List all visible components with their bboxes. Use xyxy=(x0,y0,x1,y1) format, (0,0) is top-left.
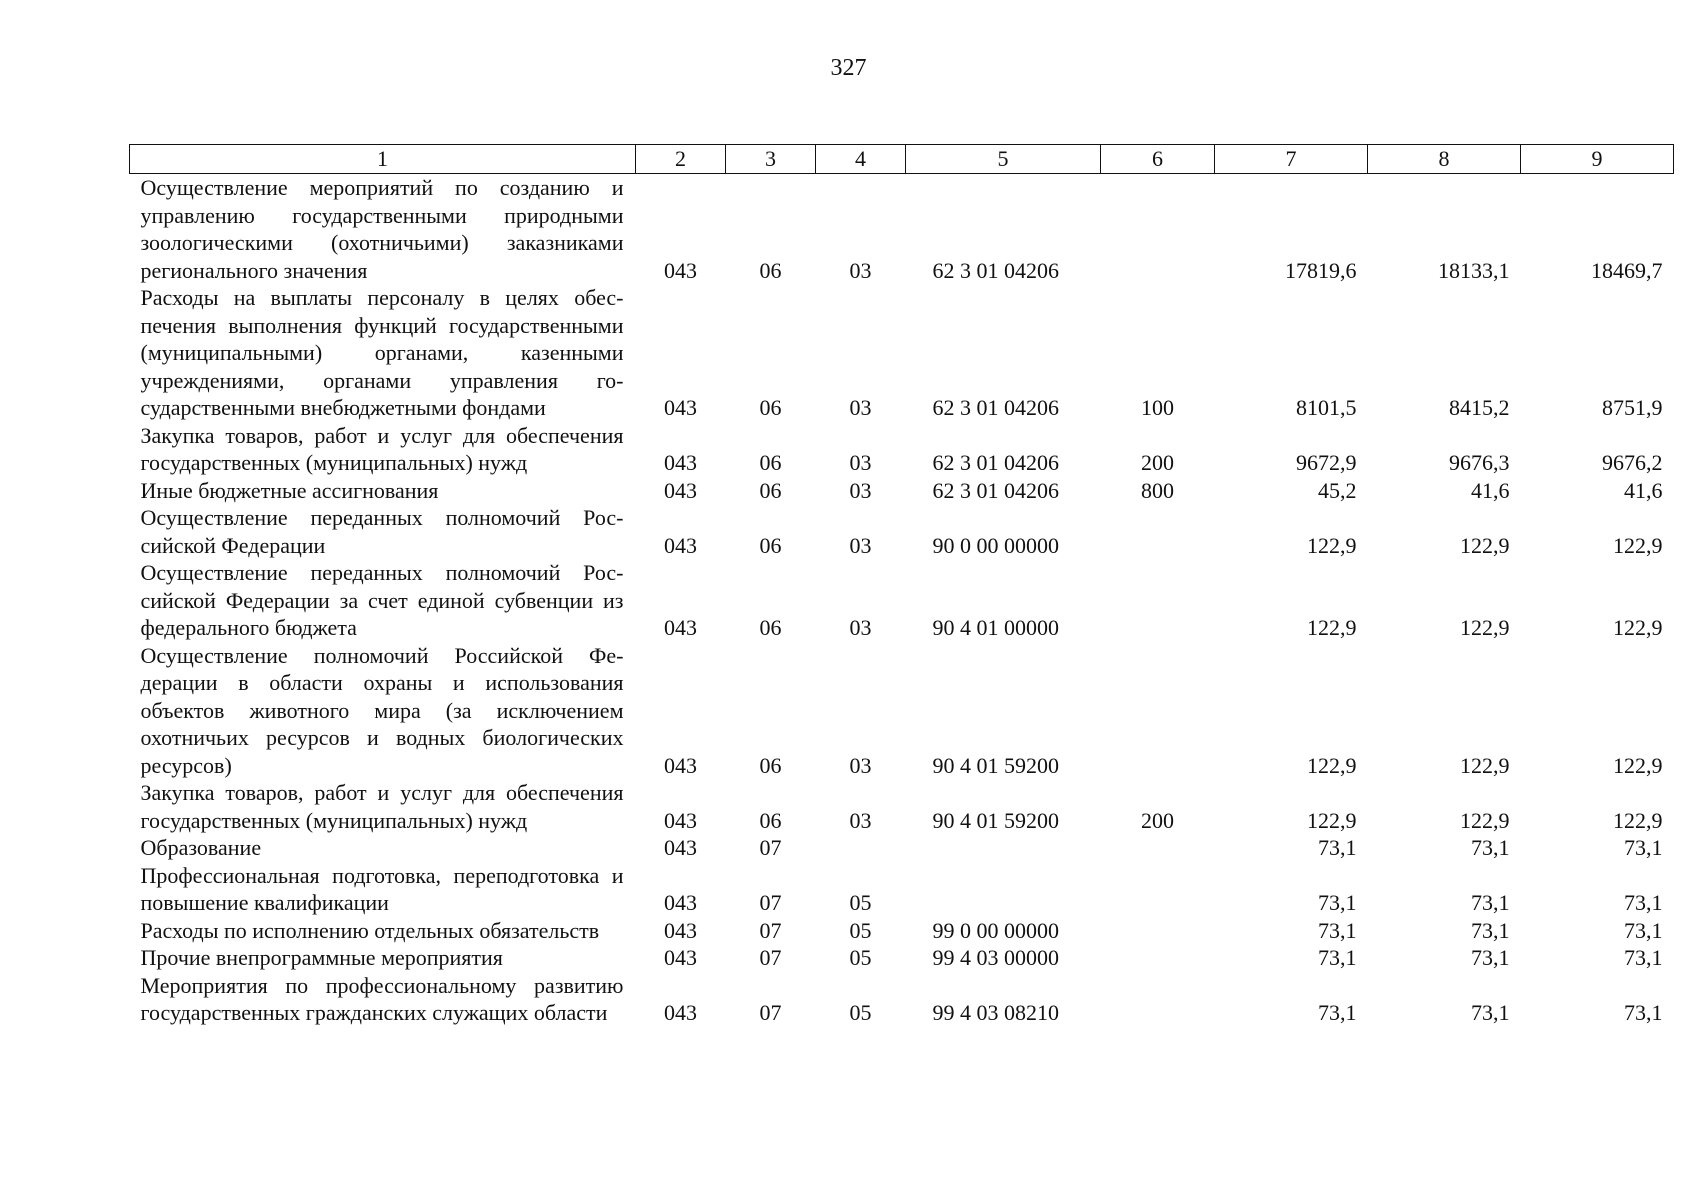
row-target-article xyxy=(906,834,1101,862)
row-amount-col7: 73,1 xyxy=(1318,945,1357,970)
row-expense-type xyxy=(1101,834,1215,862)
row-expense-type xyxy=(1101,944,1215,972)
row-amount-col8: 73,1 xyxy=(1471,945,1510,970)
row-target-article: 62 3 01 04206 xyxy=(932,450,1059,475)
row-amount-col8: 73,1 xyxy=(1471,917,1510,943)
row-ministry-code: 043 xyxy=(664,257,697,283)
row-subsection-code: 03 xyxy=(849,807,872,833)
row-amount-col9: 122,9 xyxy=(1613,752,1663,778)
row-section-code: 06 xyxy=(759,807,782,833)
row-amount-col7: 122,9 xyxy=(1307,615,1357,640)
row-amount-col9: 41,6 xyxy=(1624,477,1663,503)
row-amount-col7: 73,1 xyxy=(1318,890,1357,915)
row-amount-col8: 8415,2 xyxy=(1449,395,1510,420)
table-row xyxy=(130,559,1674,642)
row-name: Осуществление полномочий Российской Федерации в области охраны и использования объектов животного мира (за исключением охотничьих ресурсов и водных биологических ресурсов) xyxy=(140,642,624,778)
row-subsection-code: 03 xyxy=(849,752,872,778)
row-ministry-code: 043 xyxy=(664,615,697,640)
row-ministry-code: 043 xyxy=(664,532,697,558)
row-subsection-code: 03 xyxy=(849,257,872,283)
row-ministry-code: 043 xyxy=(664,835,697,860)
row-expense-type xyxy=(1101,504,1215,559)
table-row xyxy=(130,422,1674,477)
row-name: Прочие внепрограммные мероприятия xyxy=(140,945,503,970)
row-expense-type xyxy=(1101,642,1215,780)
row-section-code: 06 xyxy=(759,450,782,475)
row-subsection-code xyxy=(816,834,906,862)
budget-table xyxy=(129,144,1674,1027)
row-amount-col7: 122,9 xyxy=(1307,532,1357,558)
row-name: Мероприятия по профессиональному развитию государственных гражданских служащих области xyxy=(140,972,624,1025)
row-amount-col8: 73,1 xyxy=(1471,835,1510,860)
row-amount-col9: 122,9 xyxy=(1613,807,1663,833)
row-ministry-code: 043 xyxy=(664,890,697,915)
row-subsection-code: 03 xyxy=(849,615,872,640)
row-section-code: 06 xyxy=(759,257,782,283)
row-amount-col9: 18469,7 xyxy=(1591,257,1663,283)
row-section-code: 07 xyxy=(759,917,782,943)
table-row xyxy=(130,944,1674,972)
row-amount-col9: 73,1 xyxy=(1624,917,1663,943)
row-target-article: 90 4 01 59200 xyxy=(932,807,1059,833)
table-row xyxy=(130,862,1674,917)
row-amount-col7: 9672,9 xyxy=(1296,450,1357,475)
table-row xyxy=(130,477,1674,505)
row-amount-col9: 73,1 xyxy=(1624,945,1663,970)
row-target-article: 90 0 00 00000 xyxy=(932,532,1059,558)
row-amount-col7: 45,2 xyxy=(1318,477,1357,503)
row-ministry-code: 043 xyxy=(664,477,697,503)
row-amount-col8: 73,1 xyxy=(1471,890,1510,915)
row-ministry-code: 043 xyxy=(664,1000,697,1025)
header-col-1: 1 xyxy=(130,145,636,174)
row-section-code: 06 xyxy=(759,615,782,640)
row-section-code: 07 xyxy=(759,945,782,970)
row-name: Иные бюджетные ассигнования xyxy=(140,477,439,503)
row-amount-col8: 122,9 xyxy=(1460,752,1510,778)
row-section-code: 07 xyxy=(759,890,782,915)
row-name: Закупка товаров, работ и услуг для обеспечения государственных (муниципальных) нужд xyxy=(140,422,624,475)
row-name: Расходы на выплаты персоналу в целях обеспечения выполнения функций государственными (муниципальными) органами, казенными учреждениями, органами управления государственными внебюджетными фондами xyxy=(140,285,624,420)
header-col-4: 4 xyxy=(816,145,906,174)
row-target-article: 99 0 00 00000 xyxy=(932,917,1059,943)
table-body xyxy=(130,174,1674,1027)
row-expense-type: 100 xyxy=(1141,395,1174,420)
row-amount-col8: 122,9 xyxy=(1460,615,1510,640)
header-col-8: 8 xyxy=(1368,145,1521,174)
row-expense-type: 800 xyxy=(1141,477,1174,503)
header-col-3: 3 xyxy=(726,145,816,174)
row-amount-col8: 41,6 xyxy=(1471,477,1510,503)
row-target-article: 90 4 01 59200 xyxy=(932,752,1059,778)
table-row xyxy=(130,642,1674,780)
header-col-9: 9 xyxy=(1521,145,1674,174)
header-col-5: 5 xyxy=(906,145,1101,174)
row-subsection-code: 05 xyxy=(849,945,872,970)
row-expense-type xyxy=(1101,559,1215,642)
row-amount-col9: 73,1 xyxy=(1624,1000,1663,1025)
row-target-article: 90 4 01 00000 xyxy=(932,615,1059,640)
row-subsection-code: 05 xyxy=(849,890,872,915)
row-expense-type xyxy=(1101,972,1215,1027)
row-amount-col8: 122,9 xyxy=(1460,807,1510,833)
row-subsection-code: 03 xyxy=(849,532,872,558)
row-name: Расходы по исполнению отдельных обязательств xyxy=(140,917,600,943)
table-row xyxy=(130,504,1674,559)
row-amount-col7: 73,1 xyxy=(1318,835,1357,860)
row-target-article: 62 3 01 04206 xyxy=(932,395,1059,420)
row-name: Профессиональная подготовка, переподготовка и повышение квалификации xyxy=(140,862,624,915)
row-amount-col7: 122,9 xyxy=(1307,807,1357,833)
row-amount-col7: 122,9 xyxy=(1307,752,1357,778)
row-expense-type xyxy=(1101,917,1215,945)
row-section-code: 06 xyxy=(759,477,782,503)
row-ministry-code: 043 xyxy=(664,752,697,778)
row-amount-col9: 122,9 xyxy=(1613,532,1663,558)
row-name: Закупка товаров, работ и услуг для обеспечения государственных (муниципальных) нужд xyxy=(140,780,624,833)
row-section-code: 06 xyxy=(759,752,782,778)
row-subsection-code: 05 xyxy=(849,917,872,943)
header-col-6: 6 xyxy=(1101,145,1215,174)
row-amount-col7: 73,1 xyxy=(1318,917,1357,943)
row-name: Осуществление переданных полномочий Российской Федерации xyxy=(140,505,624,558)
row-ministry-code: 043 xyxy=(664,945,697,970)
row-amount-col7: 8101,5 xyxy=(1296,395,1357,420)
row-amount-col7: 73,1 xyxy=(1318,1000,1357,1025)
table-row xyxy=(130,174,1674,285)
header-col-2: 2 xyxy=(636,145,726,174)
row-section-code: 06 xyxy=(759,532,782,558)
row-expense-type: 200 xyxy=(1141,450,1174,475)
row-section-code: 07 xyxy=(759,835,782,860)
row-amount-col9: 8751,9 xyxy=(1602,395,1663,420)
row-target-article: 62 3 01 04206 xyxy=(932,477,1059,503)
row-amount-col8: 18133,1 xyxy=(1438,257,1510,283)
row-target-article: 99 4 03 00000 xyxy=(932,945,1059,970)
row-subsection-code: 05 xyxy=(849,1000,872,1025)
row-amount-col8: 122,9 xyxy=(1460,532,1510,558)
row-ministry-code: 043 xyxy=(664,917,697,943)
table-row xyxy=(130,834,1674,862)
row-amount-col9: 122,9 xyxy=(1613,615,1663,640)
page-number: 327 xyxy=(830,55,867,81)
row-amount-col8: 9676,3 xyxy=(1449,450,1510,475)
row-target-article: 62 3 01 04206 xyxy=(932,257,1059,283)
table-row xyxy=(130,972,1674,1027)
row-name: Образование xyxy=(140,835,262,860)
row-subsection-code: 03 xyxy=(849,450,872,475)
header-row xyxy=(130,145,1674,174)
row-ministry-code: 043 xyxy=(664,395,697,420)
row-subsection-code: 03 xyxy=(849,477,872,503)
row-expense-type: 200 xyxy=(1141,807,1174,833)
row-subsection-code: 03 xyxy=(849,395,872,420)
row-amount-col9: 73,1 xyxy=(1624,890,1663,915)
row-expense-type xyxy=(1101,862,1215,917)
row-amount-col9: 73,1 xyxy=(1624,835,1663,860)
row-name: Осуществление мероприятий по созданию и управлению государственными природными зоологическими (охотничьими) заказниками регионального значения xyxy=(140,175,624,283)
row-target-article xyxy=(906,862,1101,917)
row-expense-type xyxy=(1101,174,1215,285)
row-name: Осуществление переданных полномочий Российской Федерации за счет единой субвенции из федерального бюджета xyxy=(140,560,624,640)
row-ministry-code: 043 xyxy=(664,807,697,833)
header-col-7: 7 xyxy=(1215,145,1368,174)
row-ministry-code: 043 xyxy=(664,450,697,475)
row-amount-col8: 73,1 xyxy=(1471,1000,1510,1025)
row-amount-col9: 9676,2 xyxy=(1602,450,1663,475)
row-amount-col7: 17819,6 xyxy=(1285,257,1357,283)
table-row xyxy=(130,779,1674,834)
row-target-article: 99 4 03 08210 xyxy=(932,1000,1059,1025)
table-row xyxy=(130,917,1674,945)
table-row xyxy=(130,284,1674,422)
table-header xyxy=(130,145,1674,174)
row-section-code: 07 xyxy=(759,1000,782,1025)
row-section-code: 06 xyxy=(759,395,782,420)
